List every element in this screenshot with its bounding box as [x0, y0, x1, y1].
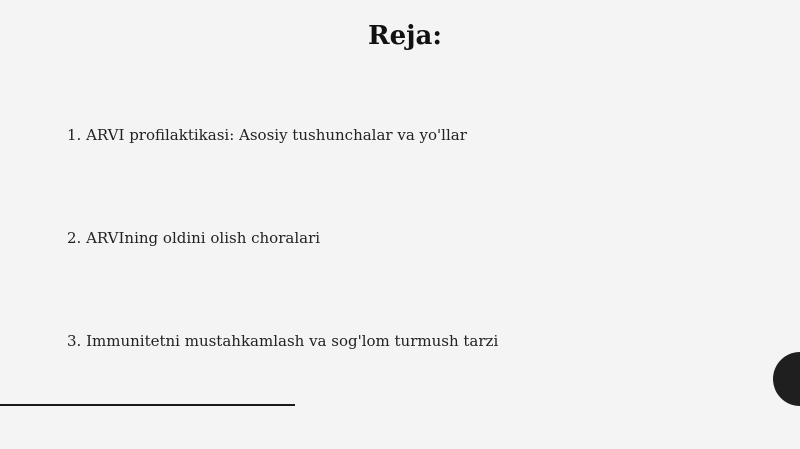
next-slide-button[interactable] — [773, 352, 800, 406]
slide-title: Reja: — [367, 21, 442, 51]
plan-item-1: 1. ARVI profilaktikasi: Asosiy tushunchalar va yo'llar — [67, 126, 467, 144]
plan-item-2: 2. ARVIning oldini olish choralari — [67, 229, 321, 247]
progress-line — [0, 404, 295, 406]
plan-item-3: 3. Immunitetni mustahkamlash va sog'lom turmush tarzi — [67, 332, 499, 350]
